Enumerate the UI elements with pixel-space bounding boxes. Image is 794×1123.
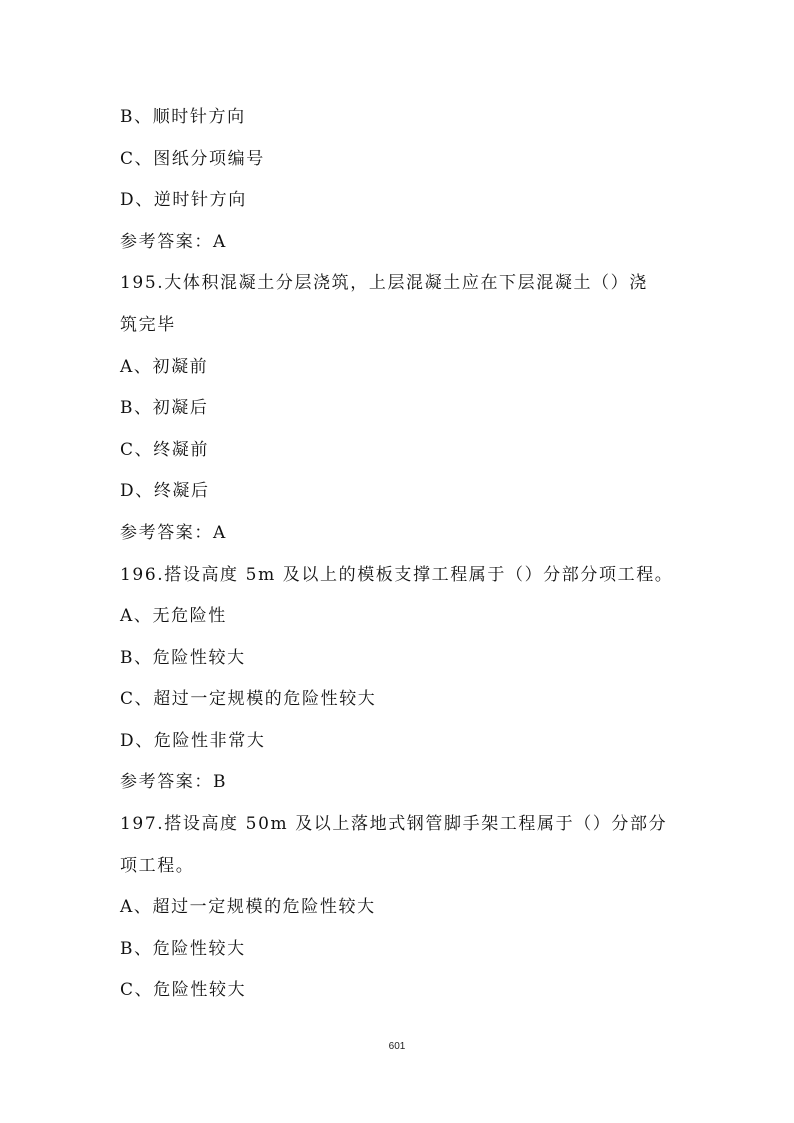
- option-b-line: B、危险性较大: [120, 939, 246, 959]
- answer-line: 参考答案：B: [120, 772, 228, 792]
- option-d-line: D、危险性非常大: [120, 731, 266, 751]
- question-196-line: 196.搭设高度 5m 及以上的模板支撑工程属于（）分部分项工程。: [120, 565, 674, 585]
- question-197-line-2: 项工程。: [120, 856, 195, 876]
- option-d-line: D、逆时针方向: [120, 190, 247, 210]
- answer-line: 参考答案：A: [120, 523, 227, 543]
- option-c-line: C、图纸分项编号: [120, 149, 265, 169]
- question-195-line-1: 195.大体积混凝土分层浇筑，上层混凝土应在下层混凝土（）浇: [120, 273, 648, 293]
- option-d-line: D、终凝后: [120, 481, 210, 501]
- question-197-line-1: 197.搭设高度 50m 及以上落地式钢管脚手架工程属于（）分部分: [120, 814, 668, 834]
- option-b-line: B、危险性较大: [120, 648, 246, 668]
- answer-line: 参考答案：A: [120, 232, 227, 252]
- option-a-line: A、超过一定规模的危险性较大: [120, 897, 376, 917]
- option-a-line: A、无危险性: [120, 606, 227, 626]
- option-c-line: C、危险性较大: [120, 980, 247, 1000]
- option-c-line: C、终凝前: [120, 440, 210, 460]
- option-b-line: B、初凝后: [120, 398, 209, 418]
- option-a-line: A、初凝前: [120, 357, 209, 377]
- page-number: 601: [388, 1041, 406, 1052]
- option-c-line: C、超过一定规模的危险性较大: [120, 689, 377, 709]
- option-b-line: B、顺时针方向: [120, 107, 246, 127]
- question-195-line-2: 筑完毕: [120, 315, 176, 335]
